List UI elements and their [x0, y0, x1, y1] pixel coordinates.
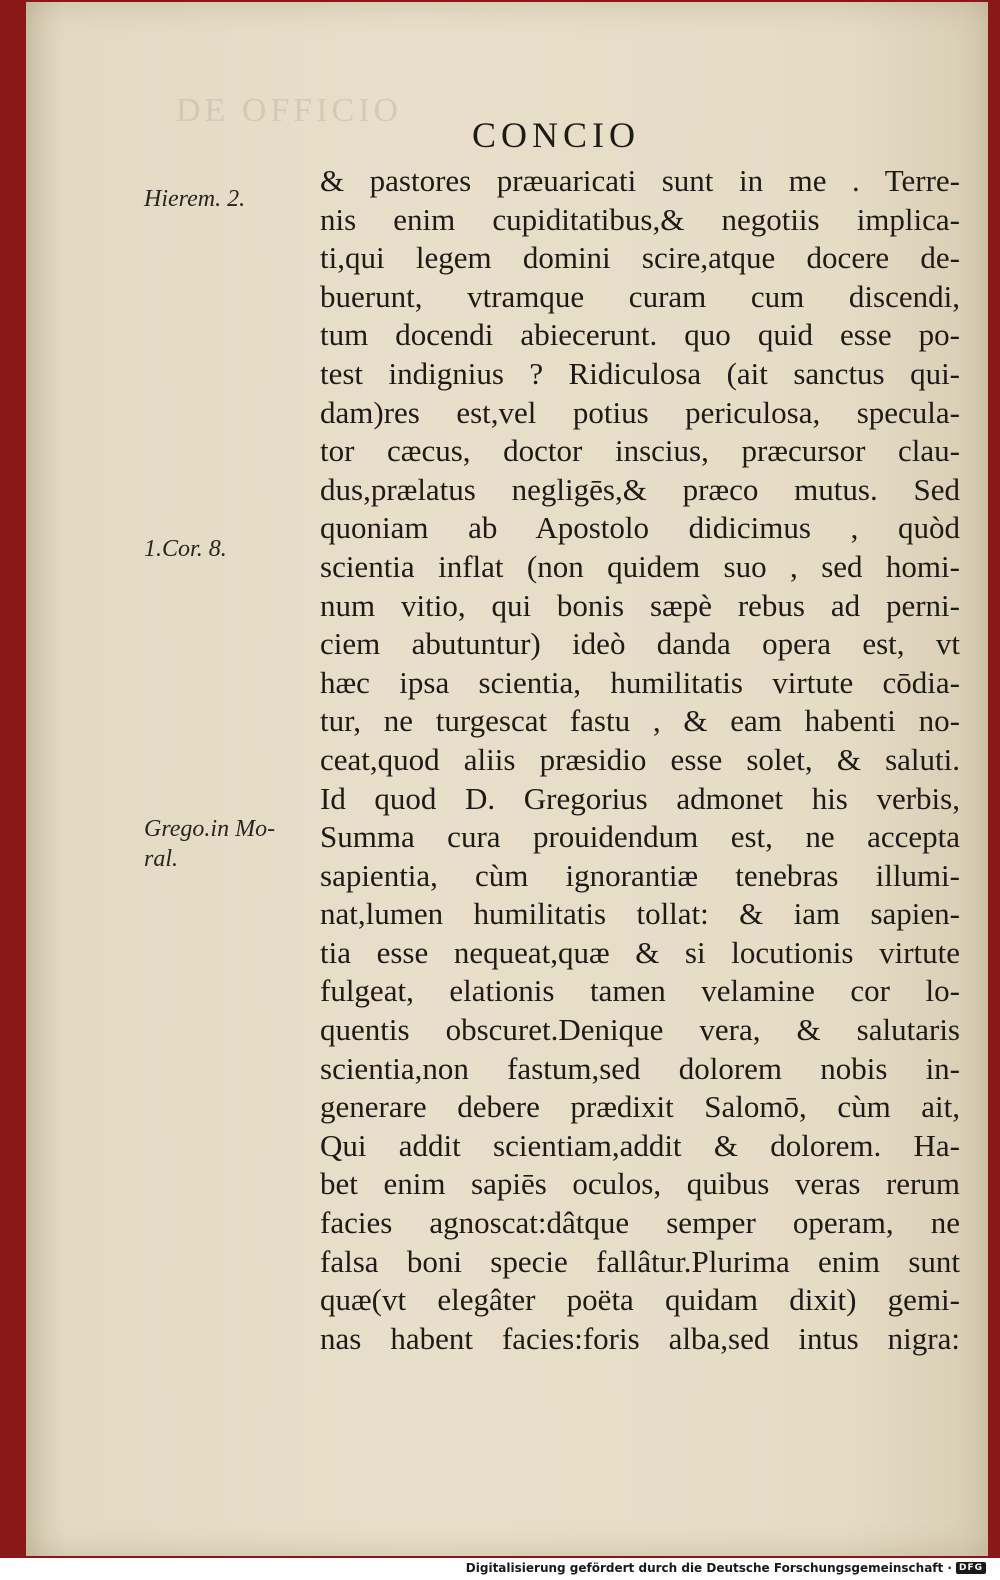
text-line: nas habent facies:foris alba,sed intus nigra:	[320, 1320, 960, 1356]
body-text	[320, 162, 960, 1358]
text-line: tor cæcus, doctor inscius, præcursor clau-	[320, 433, 960, 469]
text-line: dam)res est,vel potius periculosa, specula-	[320, 394, 960, 430]
text-line: quentis obscuret.Denique vera, & salutaris	[320, 1012, 960, 1048]
text-line: nis enim cupiditatibus,& negotiis implica-	[320, 201, 960, 237]
text-line: test indignius ? Ridiculosa (ait sanctus qui-	[320, 355, 960, 391]
text-line: ciem abutuntur) ideò danda opera est, vt	[320, 626, 960, 662]
text-line: quoniam ab Apostolo didicimus , quòd	[320, 510, 960, 546]
show-through-text: DE OFFICIO	[176, 92, 403, 129]
marginal-note-cor: 1.Cor. 8.	[144, 536, 227, 562]
text-line: ceat,quod aliis præsidio esse solet, & saluti.	[320, 741, 960, 777]
running-head: CONCIO	[472, 115, 641, 155]
text-line: tum docendi abiecerunt. quo quid esse po-	[320, 317, 960, 353]
text-line: fulgeat, elationis tamen velamine cor lo-	[320, 973, 960, 1009]
text-line: Qui addit scientiam,addit & dolorem. Ha-	[320, 1127, 960, 1163]
text-line: scientia inflat (non quidem suo , sed homi-	[320, 548, 960, 584]
text-line: buerunt, vtramque curam cum discendi,	[320, 278, 960, 314]
text-line: tia esse nequeat,quæ & si locutionis virtute	[320, 934, 960, 970]
text-line: nat,lumen humilitatis tollat: & iam sapien-	[320, 896, 960, 932]
book-page	[26, 2, 988, 1556]
text-line: facies agnoscat:dâtque semper operam, ne	[320, 1205, 960, 1241]
marginal-note-hierem: Hierem. 2.	[144, 186, 246, 212]
footer-text: Digitalisierung gefördert durch die Deutsche Forschungsgemeinschaft ·	[465, 1561, 952, 1575]
text-line: & pastores præuaricati sunt in me . Terre-	[320, 163, 960, 198]
text-line: hæc ipsa scientia, humilitatis virtute cōdia-	[320, 664, 960, 700]
text-line: quæ(vt elegâter poëta quidam dixit) gemi-	[320, 1282, 960, 1318]
digitization-footer	[466, 1561, 986, 1575]
text-line: falsa boni specie fallâtur.Plurima enim sunt	[320, 1243, 960, 1279]
marginal-note-grego: Grego.in Mo- ral.	[144, 816, 276, 872]
text-line: bet enim sapiēs oculos, quibus veras rerum	[320, 1166, 960, 1202]
text-line: num vitio, qui bonis sæpè rebus ad perni-	[320, 587, 960, 623]
text-line: scientia,non fastum,sed dolorem nobis in-	[320, 1050, 960, 1086]
dfg-logo-icon: DFG	[956, 1562, 986, 1574]
text-line: Id quod D. Gregorius admonet his verbis,	[320, 780, 960, 816]
text-line: sapientia, cùm ignorantiæ tenebras illumi-	[320, 857, 960, 893]
text-line: generare debere prædixit Salomō, cùm ait,	[320, 1089, 960, 1125]
text-line: tur, ne turgescat fastu , & eam habenti no-	[320, 703, 960, 739]
text-line: dus,prælatus negligēs,& præco mutus. Sed	[320, 471, 960, 507]
text-line: Summa cura prouidendum est, ne accepta	[320, 819, 960, 855]
text-line: ti,qui legem domini scire,atque docere de-	[320, 240, 960, 276]
